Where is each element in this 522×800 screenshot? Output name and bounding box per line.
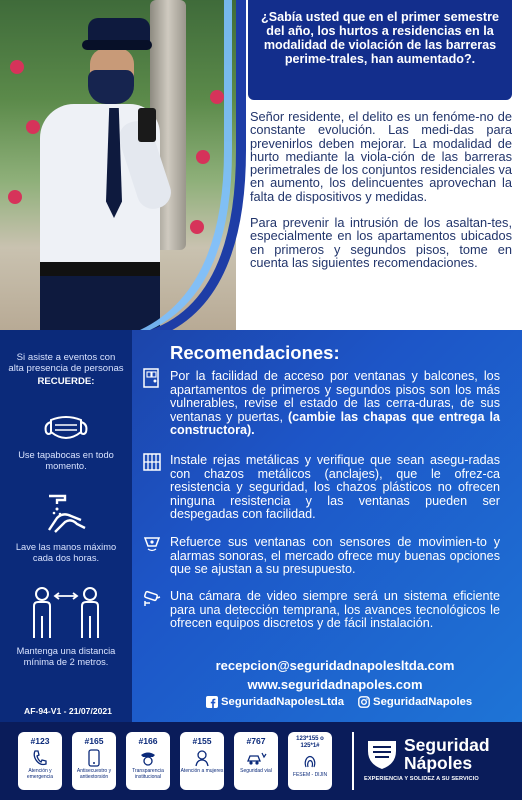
police-icon: [139, 749, 157, 767]
hotline-number: #155: [192, 736, 212, 746]
instagram-icon: [358, 696, 370, 708]
hotline-number: #165: [84, 736, 104, 746]
recuerde-label: RECUERDE:: [37, 376, 95, 387]
facebook-handle: SeguridadNapolesLtda: [221, 696, 345, 708]
covid-sidebar: [0, 330, 132, 722]
recommendation-3: [170, 536, 500, 577]
facebook-icon: [206, 696, 218, 708]
instagram-link[interactable]: [358, 696, 472, 708]
intro-text: [250, 110, 512, 269]
social-distance-icon: [30, 586, 102, 640]
hotline-166[interactable]: [126, 732, 170, 790]
hotlines-bar: [0, 722, 522, 800]
hotline-155[interactable]: [180, 732, 224, 790]
hotline-label: Antisecuestro y antiextorsión: [76, 768, 112, 780]
mobile-icon: [87, 749, 101, 767]
social-links: [206, 696, 472, 708]
window-lock-icon: [142, 368, 162, 388]
sidebar-item-label: Mantenga una distancia mínima de 2 metros.: [16, 646, 116, 667]
sidebar-item-mask: [8, 414, 124, 472]
crash-icon: [245, 749, 267, 767]
hotline-label: FESEM - DIJIN: [292, 772, 328, 778]
recommendation-text: Refuerce sus ventanas con sensores de movimien-to y alarmas sonoras, el mercado ofrece muy buenas opciones que se ajustan a su presupuesto.: [170, 535, 500, 577]
recommendation-2: [170, 454, 500, 522]
question-box: [248, 0, 512, 100]
question-text: ¿Sabía usted que en el primer semestre del año, los hurtos a residencias en la modalidad de violación de las barreras perime-trales, han aumentado?.: [261, 10, 499, 66]
security-camera-icon: [142, 588, 162, 608]
instagram-handle: SeguridadNapoles: [373, 696, 473, 708]
brand-slogan: EXPERIENCIA Y SOLIDEZ A SU SERVICIO: [364, 776, 479, 782]
bar-divider: [352, 732, 354, 790]
brand-name-line1: Seguridad: [404, 735, 490, 755]
recommendation-text: Una cámara de video siempre será un sistema eficiente para una detección temprana, los avances tecnológicos le ofrecen equipos discretos y de fácil instalación.: [170, 589, 500, 631]
hotline-label: Atención a mujeres: [180, 768, 224, 774]
guard-photo: [0, 0, 236, 330]
sidebar-item-label: Lave las manos máximo cada dos horas.: [15, 542, 117, 563]
motion-sensor-icon: [142, 534, 162, 554]
hotline-number: #123: [30, 736, 50, 746]
hotline-label: Seguridad vial: [240, 768, 272, 774]
top-section: [0, 0, 522, 330]
hotline-number: #767: [246, 736, 266, 746]
hotline-fesem[interactable]: [288, 732, 332, 790]
hotline-number: 123*155 o 125*1#: [296, 736, 324, 749]
sidebar-intro: [8, 352, 124, 387]
recommendations-section: [0, 330, 522, 722]
hotline-number: #166: [138, 736, 158, 746]
sidebar-intro-text: Si asiste a eventos con alta presencia de personas: [8, 352, 124, 374]
intro-paragraph-2: Para prevenir la intrusión de los asaltan-tes, especialmente en los apartamentos ubicados en primeros y segundos pisos, tome en cuenta las siguientes recomendaciones.: [250, 215, 512, 270]
fingerprint-icon: [302, 753, 318, 771]
recommendation-highlight: (cambie las chapas que entrega la constructora).: [170, 409, 500, 438]
sidebar-item-distance: [8, 586, 124, 668]
document-code: AF-94-V1 - 21/07/2021: [24, 706, 112, 716]
woman-icon: [194, 749, 210, 767]
face-mask-icon: [43, 414, 89, 444]
recommendation-text: Por la facilidad de acceso por ventanas y balcones, los apartamentos de primeros y segundos pisos son los más vulnerables, revise el estado de las cerra-duras, de sus ventanas y puertas,: [170, 369, 500, 424]
intro-paragraph-1: Señor residente, el delito es un fenóme-no de constante evolución. Las medi-das para prevenirlos deben mejorar. La modalidad de hurto mediante la viola-ción de las barreras perimetrales de los conjuntos residenciales va en aumento, los delincuentes aprovechan la falta de dispositivos y medidas.: [250, 109, 512, 204]
hotline-165[interactable]: [72, 732, 116, 790]
recommendation-1: [170, 370, 500, 438]
recommendation-text: Instale rejas metálicas y verifique que sean asegu-radas con chazos metálicos (anclajes), que le ofrez-ca resistencia y seguridad, los chazos plásticos no ofrecen ninguna resistencia y las ventanas pueden ser despegadas con facilidad.: [170, 453, 500, 522]
hotline-label: Transparencia institucional: [132, 768, 164, 780]
window-bars-icon: [142, 452, 162, 472]
contact-website[interactable]: www.seguridadnapoles.com: [247, 677, 423, 692]
sidebar-item-handwash: [8, 490, 124, 564]
hotline-767[interactable]: [234, 732, 278, 790]
contact-email[interactable]: recepcion@seguridadnapolesltda.com: [215, 658, 455, 673]
sidebar-item-label: Use tapabocas en todo momento.: [18, 450, 114, 471]
brand-name-line2: Nápoles: [404, 753, 473, 773]
brand-logo: [364, 736, 514, 782]
hand-wash-icon: [43, 490, 89, 536]
recommendation-4: [170, 590, 500, 631]
hotline-label: Atención y emergencia: [26, 768, 54, 780]
shield-logo-icon: [364, 737, 400, 771]
hotline-123[interactable]: [18, 732, 62, 790]
phone-icon: [32, 749, 48, 767]
recommendations-title: Recomendaciones:: [170, 342, 340, 363]
facebook-link[interactable]: [206, 696, 344, 708]
